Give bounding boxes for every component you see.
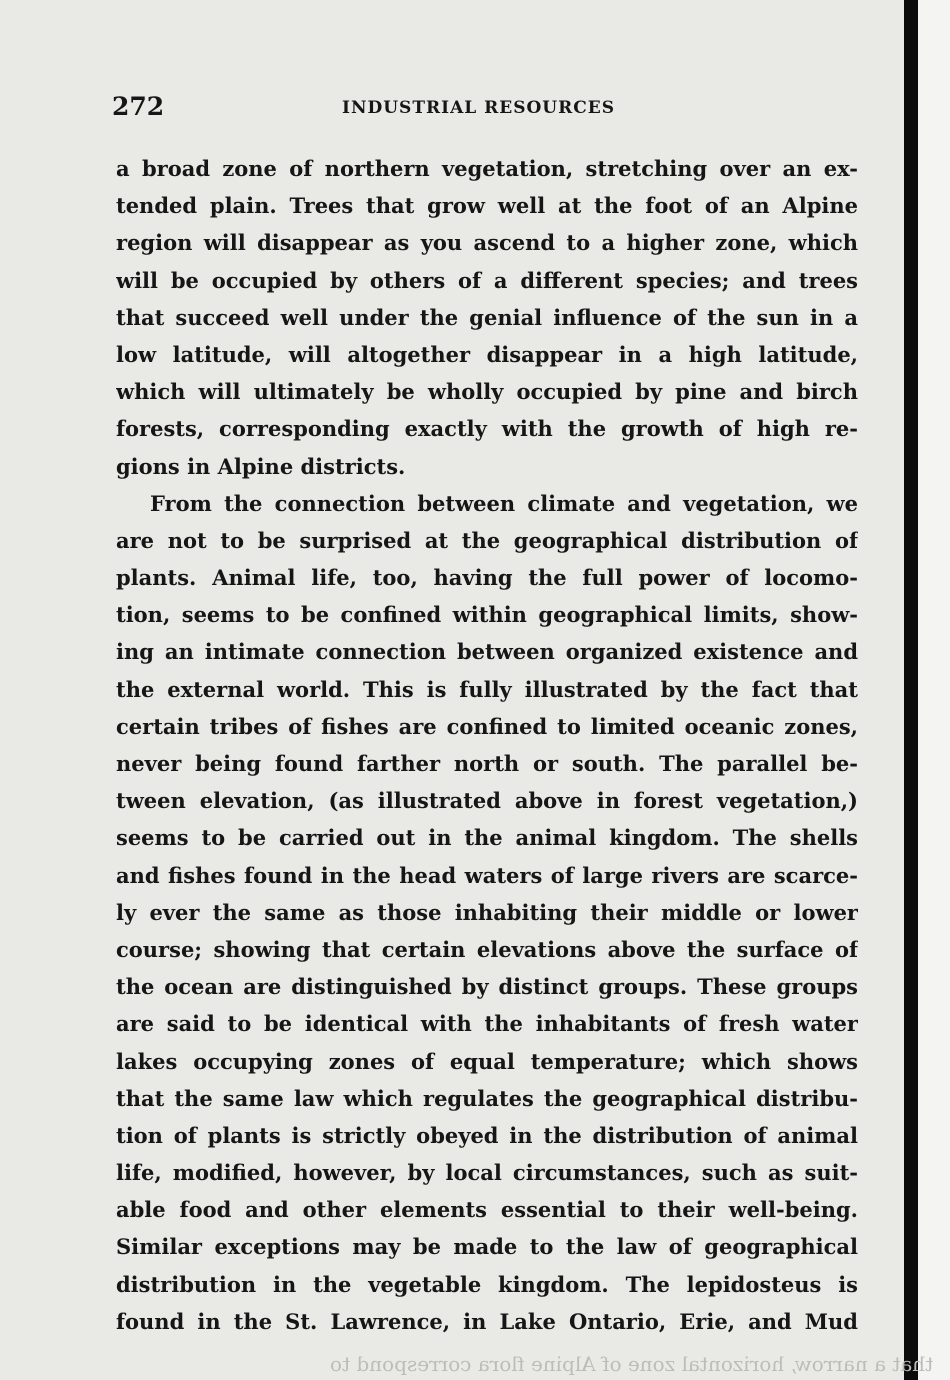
text-line: are not to be surprised at the geographical distribution of [116,527,858,553]
text-line: distribution in the vegetable kingdom. The lepidosteus is [116,1271,858,1297]
text-line: tween elevation, (as illustrated above in forest vegetation,) [116,788,858,814]
text-line: found in the St. Lawrence, in Lake Ontario, Erie, and Mud [116,1308,858,1334]
bleed-through-text: that a narrow, horizontal zone of Alpine flora correspond to [330,1352,934,1376]
text-line: plants. Animal life, too, having the full power of locomo- [116,565,858,591]
text-line: a broad zone of northern vegetation, stretching over an ex- [116,156,858,181]
text-line: which will ultimately be wholly occupied by pine and birch [116,379,858,405]
page-header [112,92,882,132]
text-line: seems to be carried out in the animal kingdom. The shells [116,825,858,851]
text-line: able food and other elements essential to their well-being. [116,1197,858,1223]
text-line: forests, corresponding exactly with the growth of high re- [116,416,858,442]
text-line: certain tribes of fishes are confined to limited oceanic zones, [116,713,858,739]
text-line: tion of plants is strictly obeyed in the distribution of animal [116,1122,858,1148]
text-line: life, modified, however, by local circumstances, such as suit- [116,1160,858,1186]
running-head: INDUSTRIAL RESOURCES [342,98,616,118]
text-line: the ocean are distinguished by distinct groups. These groups [116,974,858,1000]
text-line: low latitude, will altogether disappear in a high latitude, [116,341,858,367]
binding-rule [904,0,918,1380]
text-line: Similar exceptions may be made to the law of geographical [116,1234,858,1260]
text-line: ly ever the same as those inhabiting their middle or lower [116,899,858,925]
text-line: and fishes found in the head waters of large rivers are scarce- [116,862,858,888]
body-text [116,150,858,1340]
text-line: tion, seems to be confined within geographical limits, show- [116,602,858,628]
text-line: region will disappear as you ascend to a higher zone, which [116,230,858,256]
text-line: never being found farther north or south. The parallel be- [116,751,858,776]
text-line: the external world. This is fully illustrated by the fact that [116,676,858,702]
text-line: tended plain. Trees that grow well at the foot of an Alpine [116,193,858,219]
text-line: lakes occupying zones of equal temperature; which shows [116,1048,858,1074]
page-number: 272 [112,92,165,121]
text-line: will be occupied by others of a different species; and trees [116,267,858,293]
text-line: that succeed well under the genial influence of the sun in a [116,304,858,330]
text-line: that the same law which regulates the geographical distribu- [116,1085,858,1111]
text-line: From the connection between climate and vegetation, we [150,490,858,516]
text-line: gions in Alpine districts. [116,453,406,479]
text-line: course; showing that certain elevations above the surface of [116,936,858,962]
page-edge [904,0,950,1380]
text-line: are said to be identical with the inhabitants of fresh water [116,1011,858,1037]
text-line: ing an intimate connection between organized existence and [116,639,858,665]
